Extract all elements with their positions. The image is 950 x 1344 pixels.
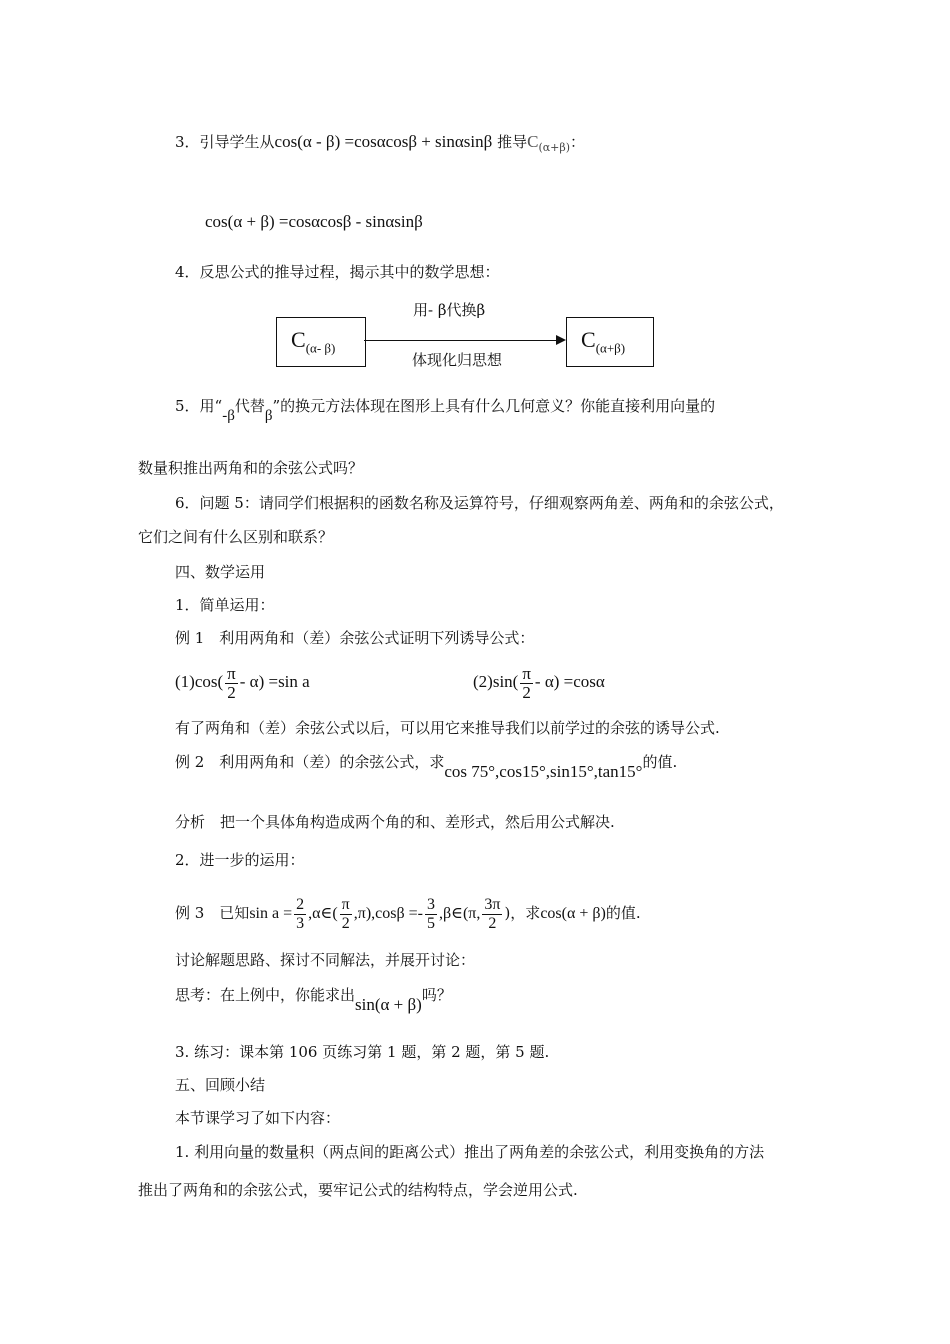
pi-over-2-fraction: $\frac{\pi}{2}$ [522,663,531,702]
item-3-line [175,132,585,158]
think-text: 思考：在上例中，你能求出 [175,986,356,1004]
example-1-note: 有了两角和（差）余弦公式以后，可以用它来推导我们以前学过的余弦的诱导公式. [175,719,720,737]
example-2-values: cos 75°,cos15°,sin15°,tan15° [444,762,643,781]
item-3-prefix: 3．引导学生从 [175,133,275,151]
item-6-continuation: 它们之间有什么区别和联系？ [138,528,334,546]
right-c-subscript: (α+β) [595,340,626,356]
beta-in: ,β∈(π, [438,905,481,922]
example-3-label: 例 3 已知 [175,904,250,922]
example-1-formula-2 [473,662,605,702]
three-pi-over-2-fraction: $\frac{3\pi}{2}$ [484,895,501,932]
item-5-open: 5．用“ [175,397,223,415]
example-2-text: 例 2 利用两角和（差）的余弦公式，求 [175,753,445,771]
discussion-text: 讨论解题思路、探讨不同解法，并展开讨论： [175,951,476,969]
summary-item-1-continuation: 推出了两角和的余弦公式，要牢记公式的结构特点，学会逆用公式. [138,1181,578,1199]
section-4-heading: 四、数学运用 [175,563,266,581]
formula-1-prefix: (1)cos( [175,672,224,691]
minus-beta: -β [222,408,235,424]
alpha-in: ,α∈( [308,905,338,922]
arrow-line [364,340,556,341]
sin-alpha-plus-beta: sin(α + β) [355,995,422,1014]
summary-item-1: 1. 利用向量的数量积（两点间的距离公式）推出了两角差的余弦公式，利用变换角的方法 [175,1143,765,1161]
think-line [175,985,452,1014]
practice-text: 3. 练习：课本第 106 页练习第 1 题，第 2 题，第 5 题. [175,1043,550,1061]
section-5-heading: 五、回顾小结 [175,1076,266,1094]
example-3-line [175,891,641,936]
fraction-2-3: $\frac{2}{3}$ [296,895,305,932]
example-3-suffix: 的值. [605,904,641,922]
cos-difference-formula: cos(α - β) =cosαcosβ + sinαsinβ [274,132,493,151]
item-5-text: ”的换元方法体现在图形上具有什么几何意义？你能直接利用向量的 [272,397,716,415]
cos-beta-equals: ,π),cosβ =- [353,905,423,922]
left-formula-box [276,317,366,367]
summary-intro: 本节课学习了如下内容： [175,1109,341,1127]
item-3-derive: 推导 [497,133,528,151]
item-3-colon: ： [570,133,586,151]
subsection-1-heading: 1．简单运用： [175,596,275,614]
arrow-head-icon [556,335,566,345]
pi-over-2-fraction: $\frac{\pi}{2}$ [227,663,236,702]
arrow-bottom-label: 体现化归思想 [412,351,503,369]
item-5-line [175,396,716,424]
example-1-formula-1 [175,662,310,702]
sin-a-equals: sin a = [249,905,293,922]
left-c-subscript: (α- β) [305,340,336,356]
cos-alpha-plus-beta: cos(α + β) [540,905,606,922]
pi-over-2-fraction: $\frac{\pi}{2}$ [341,895,350,932]
item-5-continuation: 数量积推出两角和的余弦公式吗？ [138,459,364,477]
item-5-replace: 代替 [234,397,265,415]
item-6-line: 6．问题 5：请同学们根据积的函数名称及运算符号，仔细观察两角差、两角和的余弦公式， [175,494,784,512]
formula-1-suffix: - α) =sin a [239,672,310,691]
example-2-line [175,752,678,781]
fraction-3-5: $\frac{3}{5}$ [426,895,435,932]
target-c-symbol: C [527,132,539,151]
example-1-text: 例 1 利用两角和（差）余弦公式证明下列诱导公式： [175,629,535,647]
formula-2-suffix: - α) =cosα [534,672,605,691]
target-c-subscript: (α+β) [538,141,571,154]
right-formula-box [566,317,654,367]
left-c-symbol: C [291,327,306,352]
right-c-symbol: C [581,327,596,352]
arrow-top-label: 用- β代换β [413,301,486,319]
beta-symbol: β [264,408,273,424]
item-4-line: 4．反思公式的推导过程，揭示其中的数学思想： [175,263,500,281]
example-2-suffix: 的值. [642,753,678,771]
formula-2-prefix: (2)sin( [473,672,519,691]
analysis-text: 分析 把一个具体角构造成两个角的和、差形式，然后用公式解决. [175,813,615,831]
subsection-2-heading: 2．进一步的运用： [175,851,305,869]
example-3-ask: )，求 [504,904,541,922]
cos-sum-formula: cos(α + β) =cosαcosβ - sinαsinβ [205,212,423,231]
think-suffix: 吗？ [421,986,452,1004]
